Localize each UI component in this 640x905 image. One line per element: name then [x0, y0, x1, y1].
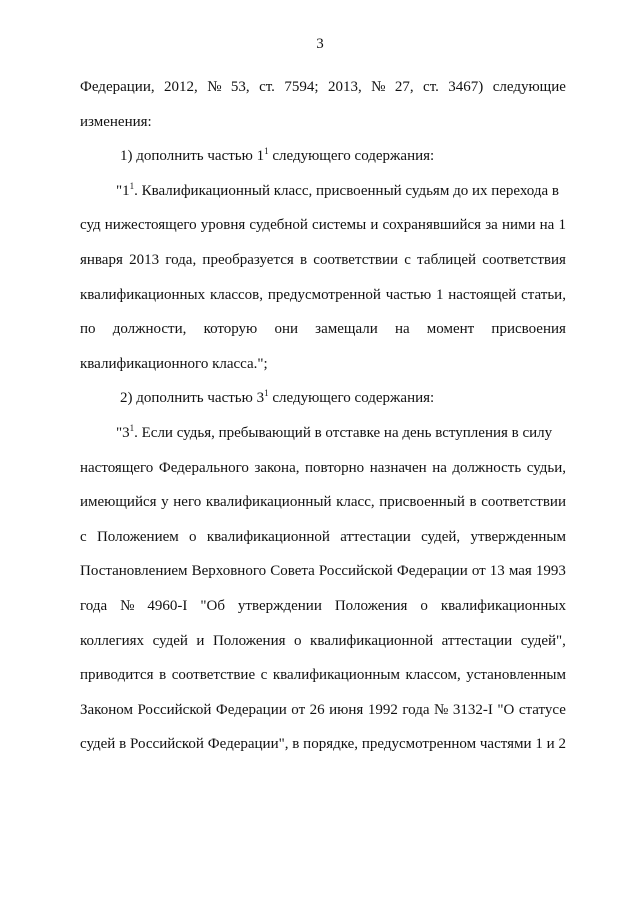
word: и: [370, 217, 379, 234]
word: присвоения: [491, 321, 566, 338]
word: судей: [152, 632, 188, 649]
word: 2012,: [164, 79, 198, 95]
text-line: [80, 658, 566, 693]
line-text: "3: [116, 424, 130, 441]
line-text: . Квалификационный класс, присвоенный судьям до их перехода в: [134, 182, 559, 199]
word: замещали: [315, 321, 378, 338]
word: в: [469, 494, 477, 511]
word: 3467): [448, 79, 484, 95]
text-line: [80, 105, 566, 140]
word: судьи,: [526, 459, 566, 476]
text-line: [80, 624, 566, 659]
word: соответствие: [171, 667, 256, 684]
text-line: [80, 347, 566, 382]
list-item-2: [80, 381, 566, 416]
word: в: [159, 667, 167, 684]
word: 53,: [230, 79, 250, 95]
word: которую: [203, 321, 258, 338]
superscript: 1: [129, 180, 135, 191]
word: суд: [80, 217, 101, 234]
word: частью: [385, 286, 432, 303]
paragraph-start: [80, 174, 566, 209]
word: Законом: [80, 701, 133, 718]
word: уровня: [200, 217, 246, 234]
line-text: изменения:: [80, 113, 152, 130]
word: 1: [558, 217, 566, 234]
word: частями: [479, 736, 532, 753]
text-line: [80, 554, 566, 589]
word: Российской: [137, 701, 212, 718]
document-body: [80, 70, 566, 762]
text-line: [80, 451, 566, 486]
word: таблицей: [417, 251, 477, 268]
word: приводится: [80, 667, 154, 684]
line-text: следующего содержания:: [268, 148, 435, 165]
word: предусмотренном: [361, 736, 477, 753]
word: 2: [558, 736, 566, 753]
word: 2013,: [327, 79, 362, 95]
word: ст.: [423, 79, 439, 95]
word: 13: [489, 563, 505, 580]
word: Постановлением: [80, 563, 188, 580]
word: статьи,: [521, 286, 566, 303]
text-line: [80, 243, 566, 278]
word: ст.: [259, 79, 275, 95]
line-text: "1: [116, 182, 130, 199]
text-line: [80, 278, 566, 313]
word: должность: [452, 459, 522, 476]
text-line: [80, 485, 566, 520]
word: Федерального: [158, 459, 249, 476]
word: имеющийся: [80, 494, 157, 511]
word: него: [173, 494, 202, 511]
word: статусе: [518, 701, 566, 718]
word: Российской: [130, 736, 204, 753]
word: Верховного: [191, 563, 267, 580]
word: 27,: [394, 79, 414, 95]
word: 1992: [367, 701, 398, 718]
word: коллегиях: [80, 632, 145, 649]
word: с: [80, 528, 87, 545]
word: в: [292, 736, 300, 753]
word: в: [299, 251, 308, 268]
word: на: [432, 459, 447, 476]
word: они: [274, 321, 298, 338]
word: повторно: [305, 459, 365, 476]
word: следующие: [492, 79, 566, 95]
word: года,: [165, 251, 197, 268]
line-text: 1) дополнить частью 1: [120, 148, 265, 165]
word: на: [394, 321, 410, 338]
text-line: [80, 312, 566, 347]
word: настоящей: [448, 286, 517, 303]
word: нижестоящего: [104, 217, 197, 234]
word: о: [420, 597, 428, 614]
word: "О: [497, 701, 515, 718]
word: и: [196, 632, 205, 649]
word: аттестации: [340, 528, 411, 545]
word: присвоенный: [379, 494, 465, 511]
word: квалификационный: [205, 494, 332, 511]
word: января: [80, 251, 123, 268]
word: Положением: [96, 528, 179, 545]
word: утверждении: [237, 597, 322, 614]
word: утвержденным: [470, 528, 566, 545]
word: квалификационной: [206, 528, 330, 545]
word: Федерации,: [80, 79, 155, 95]
word: квалификационным: [272, 667, 400, 684]
word: Положения: [212, 632, 286, 649]
word: квалификационных: [80, 286, 206, 303]
word: №: [120, 597, 135, 614]
word: класс,: [336, 494, 375, 511]
word: классов,: [209, 286, 264, 303]
word: 7594;: [284, 79, 319, 95]
word: судей: [80, 736, 116, 753]
word: назначен: [369, 459, 427, 476]
word: о: [294, 632, 302, 649]
word: о: [189, 528, 197, 545]
list-item-1: [80, 139, 566, 174]
word: Совета: [270, 563, 315, 580]
word: 1: [535, 736, 543, 753]
word: №: [207, 79, 222, 95]
word: на: [539, 217, 555, 234]
word: Федерации: [396, 563, 468, 580]
word: системы: [312, 217, 367, 234]
text-line: [80, 208, 566, 243]
word: настоящего: [80, 459, 154, 476]
word: от: [471, 563, 486, 580]
word: 4960-I: [147, 597, 188, 614]
superscript: 1: [264, 388, 269, 399]
word: квалификационных: [440, 597, 566, 614]
word: с: [404, 251, 411, 268]
paragraph-start: [80, 416, 566, 451]
word: по: [80, 321, 96, 338]
line-text: квалификационного класса.";: [80, 355, 268, 372]
word: "Об: [200, 597, 225, 614]
line-text: . Если судья, пребывающий в отставке на день вступления в силу: [134, 424, 553, 441]
superscript: 1: [129, 422, 135, 433]
word: аттестации: [441, 632, 513, 649]
word: Федерации",: [207, 736, 289, 753]
word: установленным: [466, 667, 566, 684]
word: Российской: [318, 563, 393, 580]
word: 1: [435, 286, 444, 303]
line-text: 2) дополнить частью 3: [120, 390, 265, 407]
text-line: [80, 70, 566, 105]
word: ними: [501, 217, 536, 234]
word: Федерации: [215, 701, 287, 718]
word: июня: [329, 701, 364, 718]
word: соответствия: [482, 251, 566, 268]
word: судебной: [249, 217, 308, 234]
word: порядке,: [303, 736, 359, 753]
line-text: следующего содержания:: [268, 390, 435, 407]
text-line: [80, 520, 566, 555]
text-line: [80, 727, 566, 762]
word: момент: [426, 321, 475, 338]
word: года: [80, 597, 108, 614]
word: сохранявшийся: [382, 217, 482, 234]
word: мая: [508, 563, 532, 580]
word: и: [546, 736, 555, 753]
superscript: 1: [264, 146, 269, 157]
word: с: [260, 667, 268, 684]
word: судей",: [520, 632, 566, 649]
page-number: 3: [316, 36, 324, 52]
word: классом,: [405, 667, 461, 684]
word: должности,: [112, 321, 187, 338]
word: соответствии: [313, 251, 399, 268]
word: Положения: [334, 597, 408, 614]
text-line: [80, 589, 566, 624]
word: судей,: [421, 528, 461, 545]
word: от: [291, 701, 306, 718]
word: года: [402, 701, 430, 718]
text-line: [80, 693, 566, 728]
word: за: [485, 217, 498, 234]
word: 3132-I: [452, 701, 493, 718]
word: преобразуется: [202, 251, 294, 268]
word: 26: [309, 701, 325, 718]
word: соответствии: [481, 494, 566, 511]
word: №: [434, 701, 449, 718]
word: предусмотренной: [267, 286, 381, 303]
word: квалификационной: [310, 632, 434, 649]
word: закона,: [254, 459, 300, 476]
word: у: [161, 494, 169, 511]
word: №: [371, 79, 386, 95]
word: в: [119, 736, 127, 753]
word: 1993: [535, 563, 566, 580]
word: 2013: [129, 251, 160, 268]
